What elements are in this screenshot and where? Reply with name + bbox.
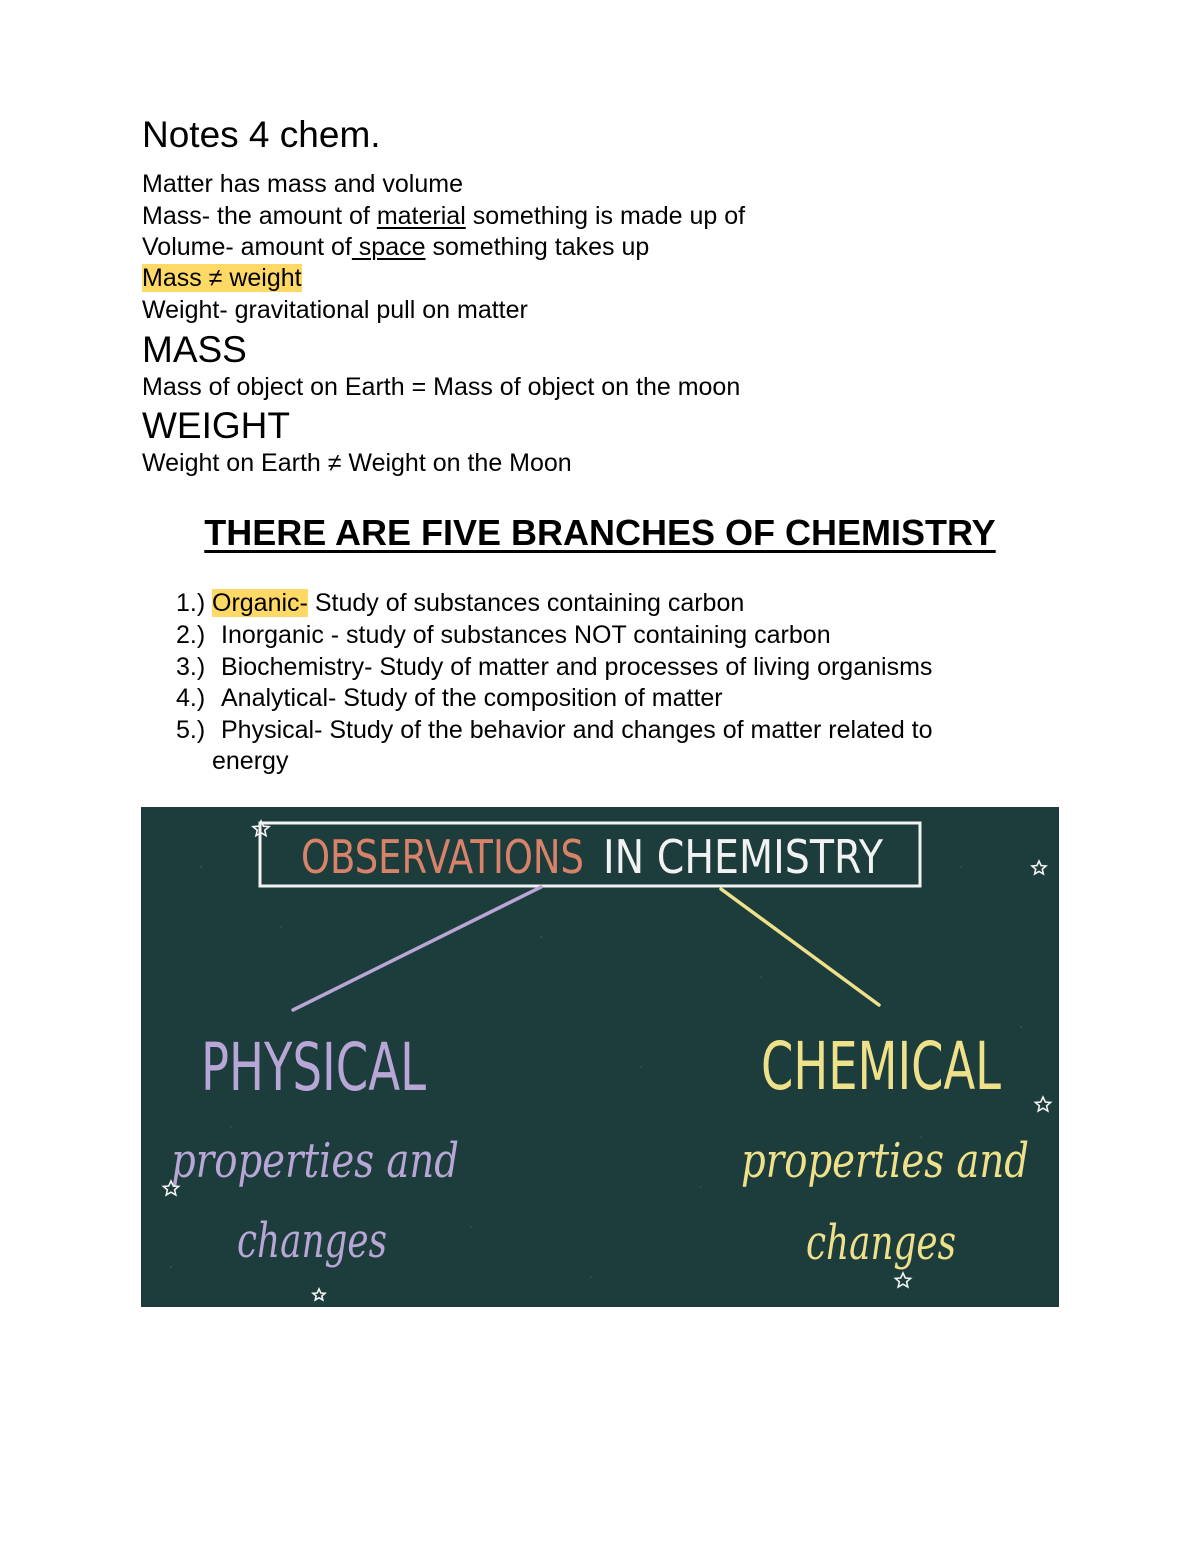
mass-comparison: Mass of object on Earth = Mass of object on the moon (142, 373, 741, 401)
mass-not-weight-highlight: Mass ≠ weight (142, 264, 302, 292)
list-text (212, 591, 744, 616)
mass-definition-end: something is made up of (465, 202, 746, 230)
volume-definition-end: something takes up (425, 233, 650, 261)
physical-subtitle-1: properties and (171, 1133, 459, 1189)
organic-highlight: Organic- (212, 589, 308, 617)
mass-not-weight-line (142, 266, 302, 291)
chemical-subtitle-1: properties and (741, 1133, 1029, 1189)
list-number: 5.) (176, 716, 206, 744)
list-number: 4.) (176, 684, 206, 712)
mass-definition-start: Mass- the amount of (142, 202, 377, 230)
list-text: Physical- Study of the behavior and changes of matter related to (221, 716, 933, 744)
physical-subtitle-2: changes (237, 1213, 387, 1269)
list-text: Analytical- Study of the composition of matter (221, 684, 723, 712)
matter-line: Matter has mass and volume (142, 170, 463, 198)
list-number: 3.) (176, 653, 206, 681)
chemical-subtitle-2: changes (806, 1215, 956, 1271)
volume-definition (142, 235, 649, 260)
weight-comparison: Weight on Earth ≠ Weight on the Moon (142, 449, 572, 477)
list-number: 1.) (176, 589, 206, 617)
notes-title: Notes 4 chem. (142, 114, 381, 155)
organic-description: Study of substances containing carbon (307, 589, 745, 617)
space-underlined: space (351, 233, 426, 261)
list-text: Inorganic - study of substances NOT containing carbon (221, 621, 831, 649)
physical-heading: PHYSICAL (201, 1029, 427, 1106)
list-number: 2.) (176, 621, 206, 649)
volume-definition-start: Volume- amount of (142, 233, 352, 261)
in-chemistry-word: IN CHEMISTRY (603, 830, 884, 884)
branches-heading: THERE ARE FIVE BRANCHES OF CHEMISTRY (204, 512, 996, 553)
observations-chalkboard-image (141, 807, 1059, 1307)
list-text-continuation: energy (212, 747, 289, 775)
chemical-heading: CHEMICAL (761, 1028, 1002, 1105)
material-underlined: material (376, 202, 466, 230)
mass-heading: MASS (142, 329, 247, 370)
list-text: Biochemistry- Study of matter and processes of living organisms (221, 653, 933, 681)
chalkboard-svg (141, 807, 1059, 1307)
mass-definition (142, 204, 745, 229)
observations-word: OBSERVATIONS (301, 830, 584, 884)
weight-definition: Weight- gravitational pull on matter (142, 296, 528, 324)
weight-heading: WEIGHT (142, 405, 290, 446)
